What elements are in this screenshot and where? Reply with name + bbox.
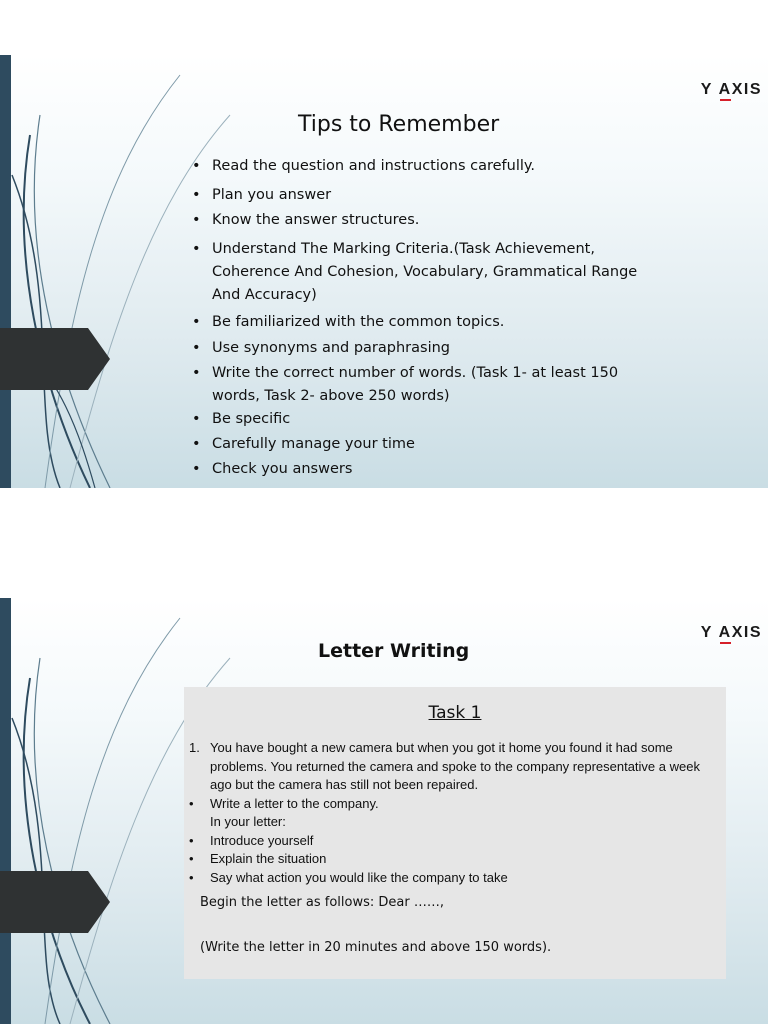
slide-title: Letter Writing	[318, 640, 470, 662]
tip-item: • Be specific	[190, 408, 670, 431]
point-item	[189, 850, 714, 869]
word-count-note: (Write the letter in 20 minutes and above 150 words).	[200, 940, 552, 955]
tip-item: • Use synonyms and paraphrasing	[190, 337, 670, 360]
point-text: Introduce yourself	[210, 832, 314, 848]
bullet-icon: •	[189, 795, 194, 811]
list-number: 1.	[189, 740, 200, 755]
arrow-shape	[0, 328, 110, 390]
task-prompt-item	[189, 739, 714, 795]
point-item	[189, 869, 714, 888]
yaxis-logo: Y AXIS	[700, 624, 762, 641]
instruction-item	[189, 795, 714, 814]
task-prompt-text: You have bought a new camera but when you got it home you found it had some problems. You returned the camera and spoke to the company representative a week ago but the camera has still not been repaired.	[210, 740, 700, 792]
instruction-text: Write a letter to the company.	[210, 795, 379, 811]
tip-item: • Read the question and instructions carefully.	[190, 155, 670, 178]
tip-item: • Understand The Marking Criteria.(Task Achievement, Coherence And Cohesion, Vocabulary, Grammatical Range And Accuracy)	[190, 238, 670, 307]
yaxis-logo: Y AXIS	[700, 81, 762, 98]
point-item	[189, 832, 714, 851]
tip-item: • Be familiarized with the common topics.	[190, 311, 670, 334]
bullet-icon: •	[189, 869, 194, 885]
in-your-letter-line	[189, 813, 714, 832]
tips-list	[190, 155, 670, 483]
point-text: Explain the situation	[210, 851, 327, 866]
bullet-icon: •	[189, 851, 194, 866]
tip-item: • Carefully manage your time	[190, 433, 670, 456]
tip-item: • Check you answers	[190, 458, 670, 481]
task-body	[189, 739, 714, 887]
begin-letter-text: Begin the letter as follows: Dear ……,	[200, 895, 444, 910]
task-box	[184, 687, 726, 979]
slide-title: Tips to Remember	[298, 112, 500, 137]
point-text: Say what action you would like the company to take	[210, 869, 508, 885]
tip-item: • Write the correct number of words. (Task 1- at least 150 words, Task 2- above 250 words)	[190, 362, 670, 408]
slide-tips	[0, 55, 768, 488]
tip-item: • Know the answer structures.	[190, 209, 670, 232]
slide-letter-writing	[0, 598, 768, 1024]
arrow-shape	[0, 871, 110, 933]
task-title: Task 1	[428, 703, 482, 723]
tip-item: • Plan you answer	[190, 184, 670, 207]
bullet-icon: •	[189, 832, 194, 848]
in-your-letter-text: In your letter:	[210, 814, 286, 829]
